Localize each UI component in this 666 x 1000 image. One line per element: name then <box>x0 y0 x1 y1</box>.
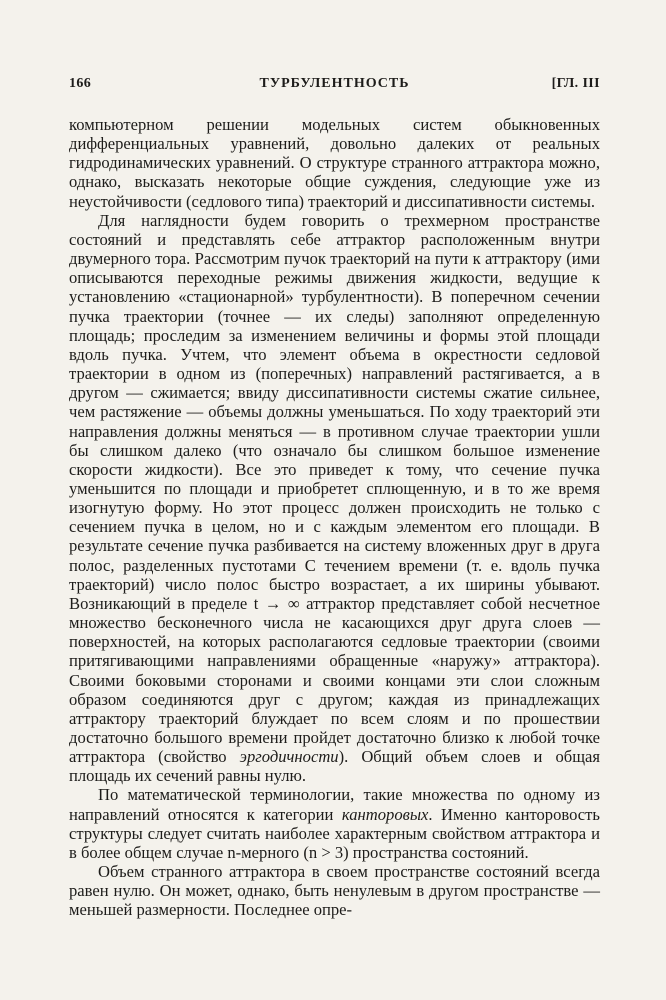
paragraph-2-term: эргодичности <box>239 747 339 767</box>
page-number: 166 <box>69 76 92 91</box>
body-text <box>69 115 600 920</box>
chapter-label: [ГЛ. III <box>551 76 600 91</box>
paragraph-2-text-b: ). Общий объем слоев и общая площадь их сечений равны нулю. <box>69 747 600 786</box>
paragraph-3-text-a: По математической терминологии, такие множества по одному из направлений относятся к категории <box>69 785 600 824</box>
paragraph-3 <box>69 785 600 862</box>
running-title: ТУРБУЛЕНТНОСТЬ <box>259 76 410 91</box>
paragraph-2 <box>69 211 600 786</box>
paragraph-2-text-a: Для наглядности будем говорить о трехмерном пространстве состояний и представлять себе аттрактор расположенным внутри двумерного тора. Рассмотрим пучок траекторий на пути к аттрактору (ими описываются переходные режимы движения жидкости, ведущие к установлению «стационарной» турбулентности). В поперечном сечении пучка траектории (точнее — их следы) заполняют определенную площадь; проследим за изменением величины и формы этой площади вдоль пучка. Учтем, что элемент объема в окрестности седловой траектории в одном из (поперечных) направлений растягивается, а в другом — сжимается; ввиду диссипативности системы сжатие сильнее, чем растяжение — объемы должны уменьшаться. По ходу траекторий эти направления должны меняться — в противном случае траектории ушли бы слишком далеко (что означало бы слишком большое изменение скорости жидкости). Все это приведет к тому, что сечение пучка уменьшится по площади и приобретет сплющенную, и в то же время изогнутую форму. Но этот процесс должен происходить не только с сечением пучка в целом, но и с каждым элементом его площади. В результате сечение пучка разбивается на систему вложенных друг в друга полос, разделенных пустотами С течением времени (т. е. вдоль пучка траекторий) число полос быстро возрастает, а их ширины убывают. Возникающий в пределе t → ∞ аттрактор представляет собой несчетное множество бесконечного числа не касающихся друг друга слоев — поверхностей, на которых располагаются седловые траектории (своими притягивающими направлениями обращенные «наружу» аттрактора). Своими боковыми сторонами и своими концами эти слои сложным образом соединяются друг с другом; каждая из принадлежащих аттрактору траекторий блуждает по всем слоям и по прошествии достаточно большого времени пройдет достаточно близко к любой точке аттрактора (свойство <box>69 210 600 767</box>
page-header <box>69 76 600 96</box>
paragraph-3-term: канторовых <box>341 804 429 824</box>
paragraph-3-text-b: . Именно канторовость структуры следует считать наиболее характерным свойством аттрактора и в более общем случае n-мерного (n > 3) пространства состояний. <box>69 804 600 862</box>
paragraph-4: Объем странного аттрактора в своем пространстве состояний всегда равен нулю. Он может, однако, быть ненулевым в другом пространстве — меньшей размерности. Последнее опре- <box>69 862 600 920</box>
paragraph-1: компьютерном решении модельных систем обыкновенных дифференциальных уравнений, довольно далеких от реальных гидродинамических уравнений. О структуре странного аттрактора можно, однако, высказать некоторые общие суждения, следующие уже из неустойчивости (седлового типа) траекторий и диссипативности системы. <box>69 115 600 211</box>
